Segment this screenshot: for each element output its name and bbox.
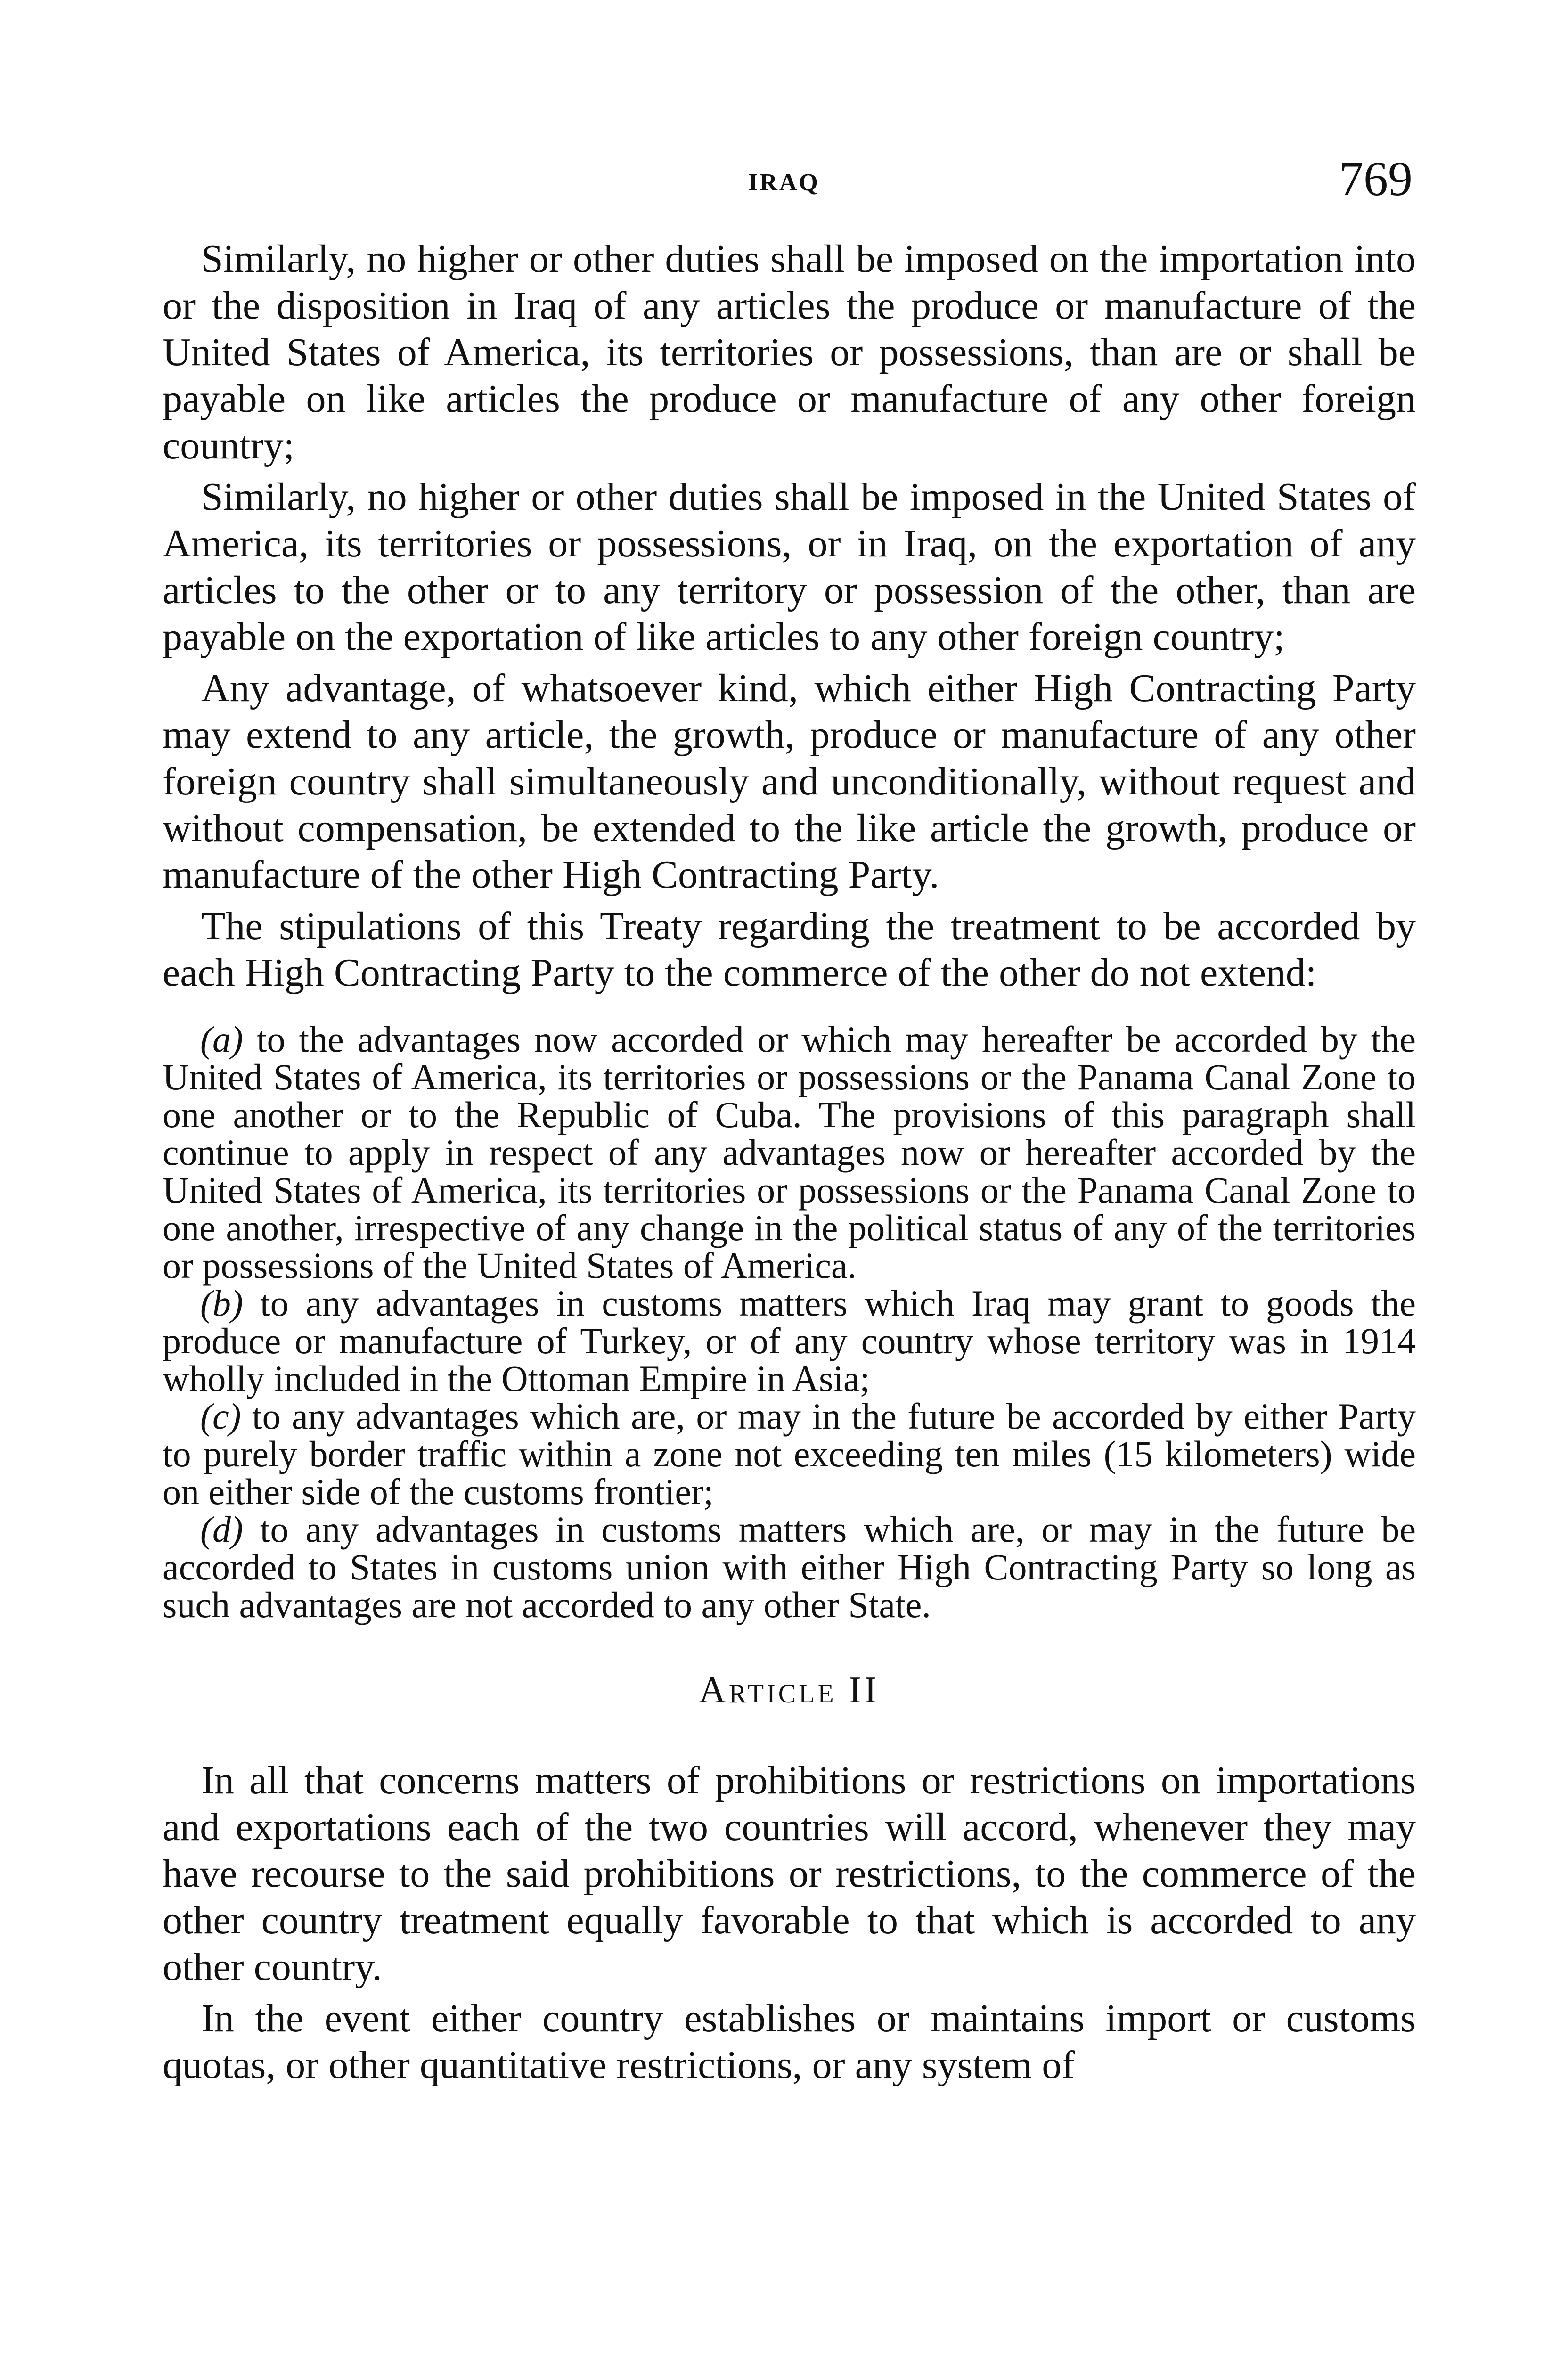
clause-c-text: to any advantages which are, or may in the future be accorded by either Party to purely border traffic within a zone not exceeding ten miles (15 kilometers) wide on either side of the customs frontier; (163, 1396, 1416, 1512)
paragraph-quotas: In the event either country establishes or maintains import or customs quotas, or other quantitative restrictions, or any system of (163, 1996, 1416, 2087)
clause-a (163, 1021, 1416, 1284)
paragraph-advantage: Any advantage, of whatsoever kind, which either High Contracting Party may extend to any article, the growth, produce or manufacture of any other foreign country shall simultaneously and unconditionally, without request and without compensation, be extended to the like article the growth, produce or manufacture of the other High Contracting Party. (163, 666, 1416, 897)
clause-c (163, 1398, 1416, 1511)
body-text (163, 236, 1416, 2093)
paragraph-export-duties: Similarly, no higher or other duties shall be imposed in the United States of America, its territories or possessions, or in Iraq, on the exportation of any articles to the other or to any territory or possession of the other, than are payable on the exportation of like articles to any other foreign country; (163, 475, 1416, 659)
article-heading: Article II (699, 1669, 880, 1711)
paragraph-prohibitions: In all that concerns matters of prohibitions or restrictions on importations and exportations each of the two countries will accord, whenever they may have recourse to the said prohibitions or restrictions, to the commerce of the other country treatment equally favorable to that which is accorded to any other country. (163, 1759, 1416, 1989)
page-number: 769 (1339, 152, 1413, 206)
clause-b-text: to any advantages in customs matters which Iraq may grant to goods the produce or manufacture of Turkey, or of any country whose territory was in 1914 wholly included in the Ottoman Empire in Asia; (163, 1283, 1416, 1399)
clause-b-label: (b) (200, 1283, 243, 1324)
clause-a-text: to the advantages now accorded or which may hereafter be accorded by the United States of America, its territories or possessions or the Panama Canal Zone to one another or to the Republic of Cuba. The provisions of this paragraph shall continue to apply in respect of any advantages now or hereafter accorded by the United States of America, its territories or possessions or the Panama Canal Zone to one another, irrespective of any change in the political status of any of the territories or possessions of the United States of America. (163, 1019, 1416, 1286)
paragraph-stipulations: The stipulations of this Treaty regarding the treatment to be accorded by each High Contracting Party to the commerce of the other do not extend: (163, 904, 1416, 995)
paragraph-import-duties: Similarly, no higher or other duties shall be imposed on the importation into or the disposition in Iraq of any articles the produce or manufacture of the United States of America, its territories or possessions, than are or shall be payable on like articles the produce or manufacture of any other foreign country; (163, 237, 1416, 467)
clause-c-label: (c) (200, 1396, 241, 1437)
exceptions-list (163, 1021, 1416, 1624)
running-title: IRAQ (748, 169, 820, 196)
clause-b (163, 1284, 1416, 1398)
clause-a-label: (a) (200, 1019, 243, 1060)
clause-d-text: to any advantages in customs matters which are, or may in the future be accorded to States in customs union with either High Contracting Party so long as such advantages are not accorded to any other State. (163, 1509, 1416, 1625)
running-header (0, 151, 1568, 207)
clause-d-label: (d) (200, 1509, 243, 1550)
clause-d (163, 1511, 1416, 1624)
